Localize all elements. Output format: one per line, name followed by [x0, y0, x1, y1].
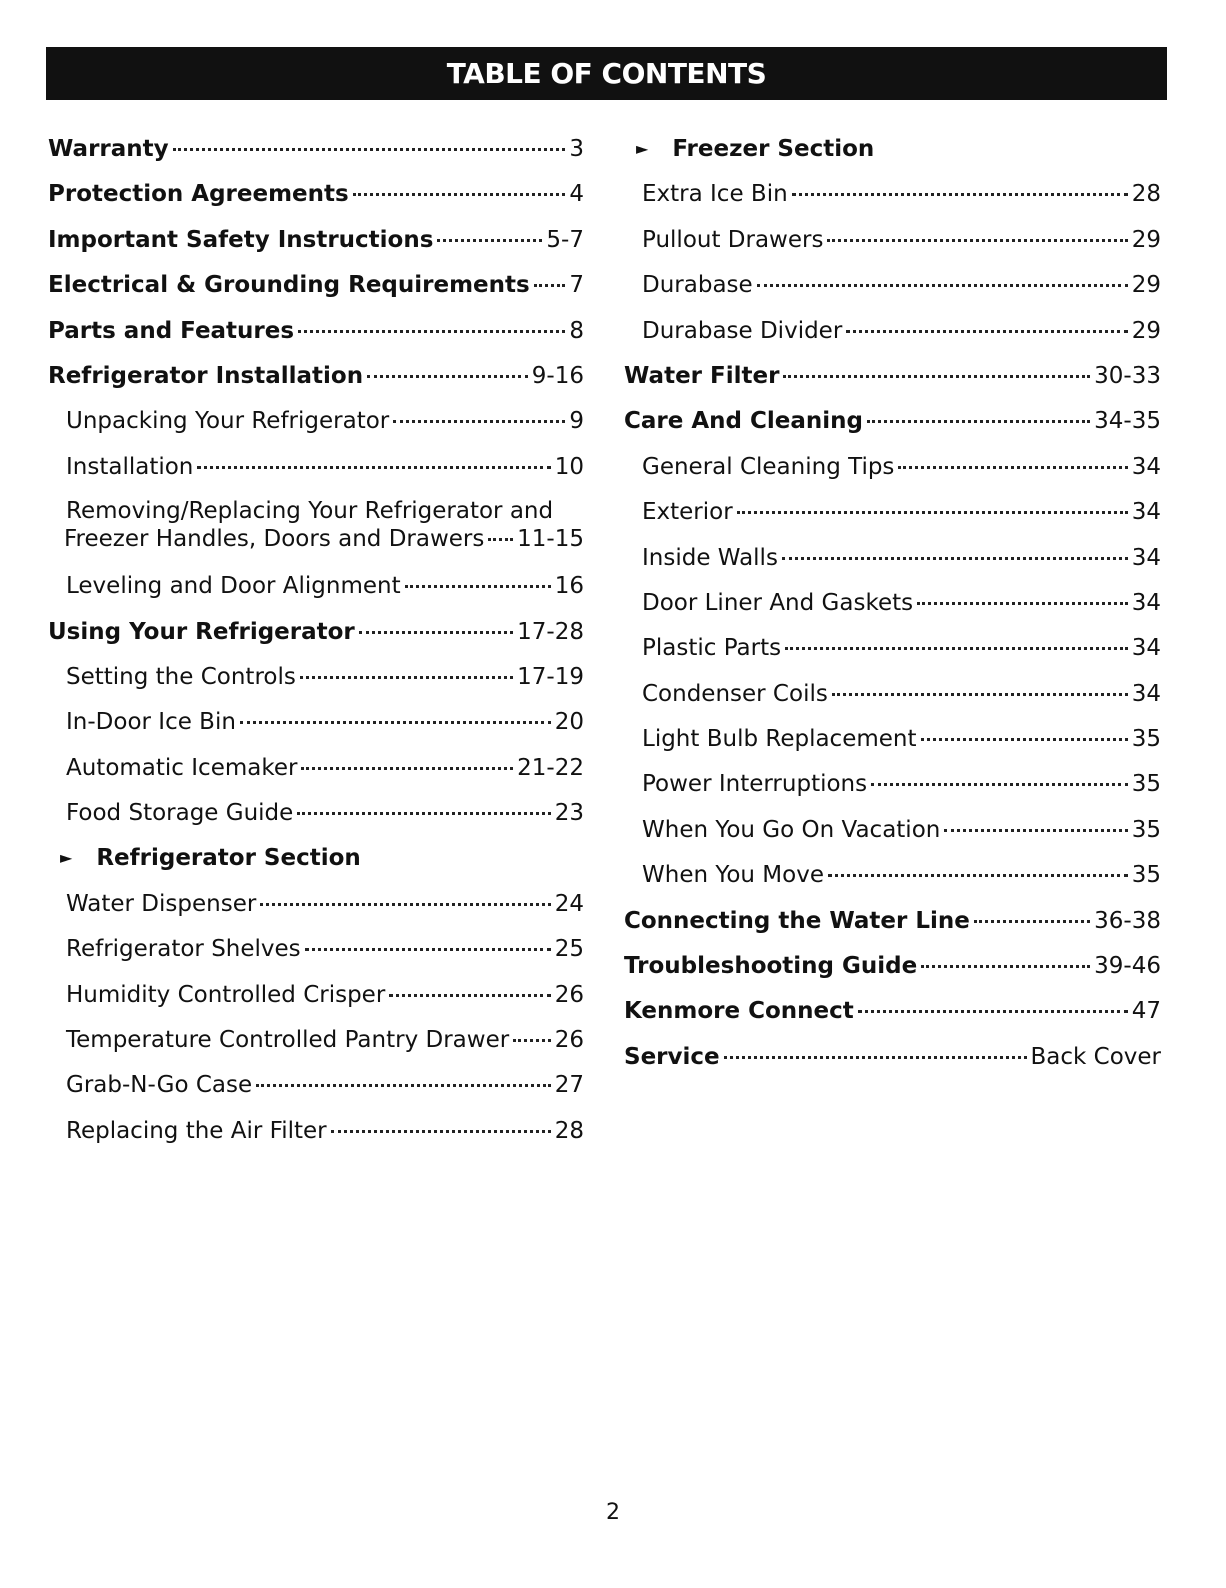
toc-entry-page: 34-35 — [1094, 408, 1161, 435]
toc-entry-page: 39-46 — [1094, 953, 1161, 980]
toc-entry-air-filter[interactable] — [48, 1108, 584, 1153]
dot-leader — [301, 767, 513, 770]
toc-entry-label: Leveling and Door Alignment — [66, 573, 401, 600]
toc-entry-page: 35 — [1131, 726, 1161, 753]
toc-entry-exterior[interactable] — [624, 489, 1161, 534]
section-label: Refrigerator Section — [96, 845, 361, 872]
dot-leader — [846, 330, 1127, 333]
toc-entry-label: Connecting the Water Line — [624, 907, 970, 934]
dot-leader — [305, 948, 551, 951]
toc-entry-page: 28 — [1131, 181, 1161, 208]
toc-entry-page: 34 — [1131, 499, 1161, 526]
dot-leader — [359, 631, 513, 634]
page-number: 2 — [606, 1500, 620, 1525]
toc-right-column — [624, 126, 1161, 1079]
toc-entry-page: 34 — [1131, 453, 1161, 480]
toc-entry-page: 9 — [569, 408, 584, 435]
toc-entry-label: When You Go On Vacation — [642, 816, 941, 843]
toc-entry-label: Troubleshooting Guide — [624, 953, 918, 980]
dot-leader — [921, 738, 1128, 741]
dot-leader — [534, 284, 566, 287]
toc-entry-page: 35 — [1131, 816, 1161, 843]
toc-entry-light-bulb[interactable] — [624, 716, 1161, 761]
toc-entry-label-line1: Removing/Replacing Your Refrigerator and — [66, 498, 554, 525]
toc-entry-label: Grab-N-Go Case — [66, 1072, 253, 1099]
dot-leader — [389, 994, 550, 997]
dot-leader — [298, 330, 565, 333]
toc-entry-leveling[interactable] — [48, 563, 584, 608]
toc-entry-label: General Cleaning Tips — [642, 453, 895, 480]
dot-leader — [488, 538, 513, 541]
toc-entry-page: 36-38 — [1094, 907, 1161, 934]
toc-entry-kenmore-connect[interactable] — [624, 988, 1161, 1033]
toc-entry-label: Refrigerator Installation — [48, 362, 364, 389]
toc-entry-warranty[interactable] — [48, 126, 584, 171]
toc-entry-label: In-Door Ice Bin — [66, 709, 236, 736]
toc-entry-label: Door Liner And Gaskets — [642, 589, 914, 616]
toc-entry-electrical[interactable] — [48, 262, 584, 307]
toc-entry-label: Automatic Icemaker — [66, 754, 298, 781]
toc-entry-page: 17-28 — [517, 618, 584, 645]
dot-leader — [827, 239, 1127, 242]
toc-entry-label: Humidity Controlled Crisper — [66, 981, 386, 1008]
dot-leader — [724, 1056, 1027, 1059]
toc-entry-page: 20 — [554, 709, 584, 736]
toc-left-column — [48, 126, 584, 1153]
toc-entry-durabase[interactable] — [624, 262, 1161, 307]
dot-leader — [513, 1039, 551, 1042]
toc-entry-page: 17-19 — [517, 663, 584, 690]
toc-entry-label: Electrical & Grounding Requirements — [48, 272, 530, 299]
dot-leader — [832, 693, 1128, 696]
toc-entry-label: Setting the Controls — [66, 663, 296, 690]
toc-section-refrigerator — [48, 835, 584, 880]
toc-entry-page: 29 — [1131, 317, 1161, 344]
toc-entry-label: Durabase Divider — [642, 317, 843, 344]
toc-entry-page: 8 — [569, 317, 584, 344]
toc-entry-page: 9-16 — [531, 362, 584, 389]
page-title: TABLE OF CONTENTS — [446, 57, 767, 90]
toc-entry-label: Plastic Parts — [642, 635, 782, 662]
toc-entry-label: When You Move — [642, 862, 824, 889]
dot-leader — [297, 812, 550, 815]
toc-entry-page: 35 — [1131, 862, 1161, 889]
dot-leader — [867, 420, 1090, 423]
toc-entry-page: 29 — [1131, 226, 1161, 253]
dot-leader — [944, 829, 1127, 832]
toc-header — [46, 47, 1167, 100]
toc-entry-page: 34 — [1131, 680, 1161, 707]
toc-entry-page: 35 — [1131, 771, 1161, 798]
toc-entry-page: 27 — [554, 1072, 584, 1099]
dot-leader — [737, 511, 1128, 514]
arrow-right-icon: ► — [636, 139, 649, 158]
toc-entry-pantry-drawer[interactable] — [48, 1017, 584, 1062]
dot-leader — [871, 783, 1128, 786]
dot-leader — [393, 420, 565, 423]
toc-entry-plastic-parts[interactable] — [624, 625, 1161, 670]
toc-entry-label: Light Bulb Replacement — [642, 726, 917, 753]
toc-entry-extra-ice-bin[interactable] — [624, 171, 1161, 216]
toc-entry-refrigerator-shelves[interactable] — [48, 926, 584, 971]
toc-entry-page: 47 — [1131, 998, 1161, 1025]
toc-entry-label: Replacing the Air Filter — [66, 1117, 327, 1144]
toc-entry-page: 3 — [569, 136, 584, 162]
toc-entry-page: 10 — [554, 453, 584, 480]
toc-entry-service[interactable] — [624, 1034, 1161, 1079]
dot-leader — [783, 375, 1090, 378]
toc-entry-label: Water Filter — [624, 362, 780, 389]
toc-entry-label: Temperature Controlled Pantry Drawer — [66, 1027, 510, 1054]
toc-entry-label: Protection Agreements — [48, 181, 349, 208]
toc-entry-label: Using Your Refrigerator — [48, 618, 355, 645]
toc-entry-installation[interactable] — [48, 444, 584, 489]
toc-entry-label: Extra Ice Bin — [642, 181, 788, 208]
dot-leader — [300, 676, 513, 679]
toc-entry-pullout-drawers[interactable] — [624, 217, 1161, 262]
arrow-right-icon: ► — [60, 848, 73, 868]
toc-entry-label: Refrigerator Shelves — [66, 936, 301, 963]
dot-leader — [405, 585, 551, 588]
toc-entry-page: 23 — [554, 800, 584, 827]
toc-entry-parts-features[interactable] — [48, 308, 584, 353]
toc-entry-line2 — [64, 525, 584, 553]
toc-entry-page: 11-15 — [517, 526, 584, 553]
toc-entry-troubleshooting[interactable] — [624, 943, 1161, 988]
section-label: Freezer Section — [672, 136, 875, 162]
toc-entry-page: 26 — [554, 981, 584, 1008]
toc-entry-page: 25 — [554, 936, 584, 963]
toc-entry-label: Condenser Coils — [642, 680, 828, 707]
toc-entry-label: Warranty — [48, 136, 169, 162]
toc-entry-installation-section[interactable] — [48, 353, 584, 398]
dot-leader — [858, 1010, 1128, 1013]
dot-leader — [240, 721, 551, 724]
dot-leader — [785, 647, 1128, 650]
dot-leader — [197, 466, 550, 469]
dot-leader — [260, 903, 550, 906]
dot-leader — [898, 466, 1127, 469]
toc-entry-page: 34 — [1131, 544, 1161, 571]
toc-entry-page: 21-22 — [517, 754, 584, 781]
toc-entry-page: 7 — [569, 272, 584, 299]
toc-entry-water-filter[interactable] — [624, 353, 1161, 398]
toc-entry-label-line2: Freezer Handles, Doors and Drawers — [64, 526, 485, 553]
toc-entry-inside-walls[interactable] — [624, 535, 1161, 580]
dot-leader — [921, 965, 1090, 968]
toc-entry-label: Kenmore Connect — [624, 998, 854, 1025]
dot-leader — [256, 1084, 551, 1087]
toc-entry-door-liner[interactable] — [624, 580, 1161, 625]
toc-entry-label: Service — [624, 1043, 720, 1070]
toc-entry-page: 24 — [554, 890, 584, 917]
dot-leader — [782, 557, 1128, 560]
toc-entry-grab-n-go[interactable] — [48, 1062, 584, 1107]
toc-entry-label: Installation — [66, 453, 194, 480]
dot-leader — [173, 148, 566, 151]
toc-entry-page: 16 — [554, 573, 584, 600]
toc-entry-page: 34 — [1131, 635, 1161, 662]
toc-entry-page: 5-7 — [546, 226, 584, 253]
toc-entry-safety-instructions[interactable] — [48, 217, 584, 262]
toc-entry-unpacking[interactable] — [48, 398, 584, 443]
toc-entry-general-cleaning[interactable] — [624, 444, 1161, 489]
toc-entry-food-storage-guide[interactable] — [48, 790, 584, 835]
toc-entry-durabase-divider[interactable] — [624, 308, 1161, 353]
toc-section-freezer — [624, 126, 1161, 171]
dot-leader — [917, 602, 1128, 605]
toc-entry-label: Durabase — [642, 272, 753, 299]
toc-entry-in-door-ice-bin[interactable] — [48, 699, 584, 744]
toc-entry-page: 28 — [554, 1117, 584, 1144]
toc-entry-removing-replacing[interactable] — [48, 489, 584, 563]
toc-entry-humidity-crisper[interactable] — [48, 972, 584, 1017]
toc-entry-protection-agreements[interactable] — [48, 171, 584, 216]
dot-leader — [331, 1130, 551, 1133]
toc-entry-setting-controls[interactable] — [48, 654, 584, 699]
toc-entry-using-refrigerator[interactable] — [48, 609, 584, 654]
toc-entry-care-cleaning[interactable] — [624, 398, 1161, 443]
toc-entry-label: Food Storage Guide — [66, 800, 294, 827]
toc-entry-vacation[interactable] — [624, 807, 1161, 852]
dot-leader — [828, 874, 1128, 877]
toc-entry-condenser-coils[interactable] — [624, 671, 1161, 716]
toc-entry-power-interruptions[interactable] — [624, 761, 1161, 806]
toc-entry-page: 34 — [1131, 589, 1161, 616]
dot-leader — [437, 239, 542, 242]
toc-entry-page: 30-33 — [1094, 362, 1161, 389]
toc-entry-label: Unpacking Your Refrigerator — [66, 408, 390, 435]
toc-entry-automatic-icemaker[interactable] — [48, 745, 584, 790]
toc-entry-water-dispenser[interactable] — [48, 881, 584, 926]
toc-entry-label: Care And Cleaning — [624, 408, 863, 435]
toc-entry-when-you-move[interactable] — [624, 852, 1161, 897]
toc-entry-water-line[interactable] — [624, 898, 1161, 943]
toc-entry-label: Exterior — [642, 499, 733, 526]
dot-leader — [367, 375, 528, 378]
toc-entry-page: 4 — [569, 181, 584, 208]
toc-entry-page: Back Cover — [1030, 1043, 1161, 1070]
toc-entry-label: Water Dispenser — [66, 890, 257, 917]
toc-entry-page: 29 — [1131, 272, 1161, 299]
toc-entry-label: Parts and Features — [48, 317, 295, 344]
toc-entry-label: Pullout Drawers — [642, 226, 824, 253]
dot-leader — [757, 284, 1128, 287]
toc-entry-label: Inside Walls — [642, 544, 778, 571]
toc-entry-page: 26 — [554, 1027, 584, 1054]
toc-entry-label: Power Interruptions — [642, 771, 868, 798]
dot-leader — [974, 920, 1090, 923]
dot-leader — [792, 193, 1128, 196]
dot-leader — [353, 193, 566, 196]
toc-entry-label: Important Safety Instructions — [48, 226, 434, 253]
